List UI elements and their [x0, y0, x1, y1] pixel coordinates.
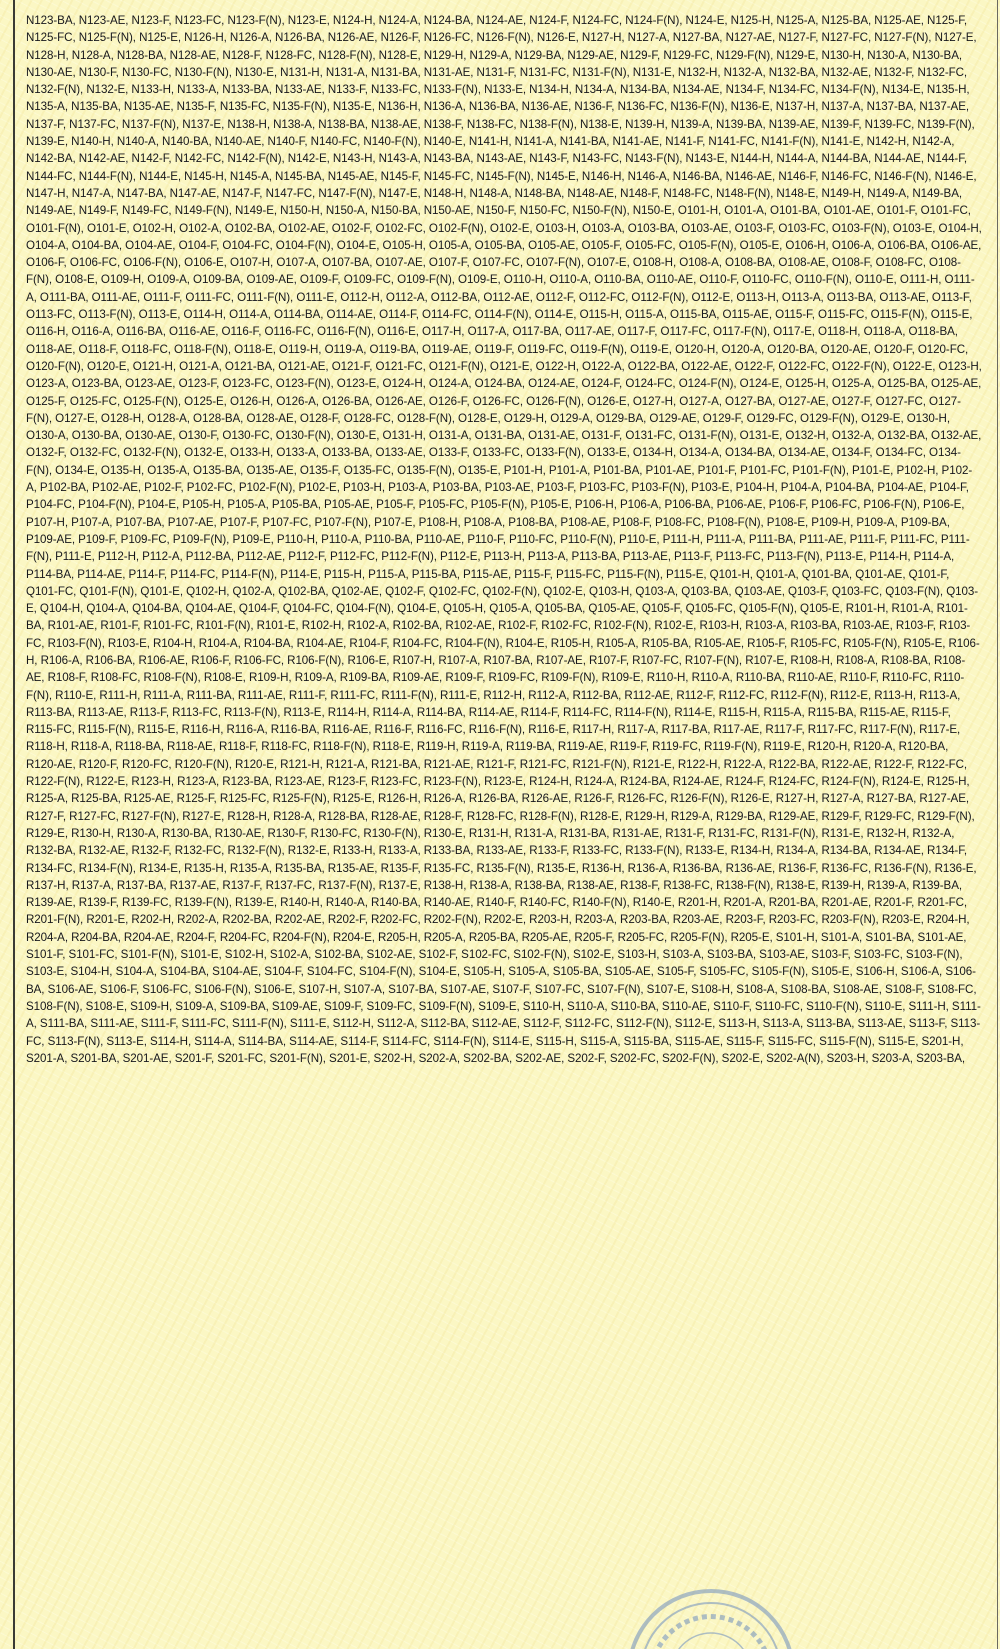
- seal-arc-lettering: [655, 1617, 767, 1649]
- seal-center-ring: [671, 1633, 751, 1649]
- seal-outer-ring: [629, 1591, 793, 1649]
- document-sheet: [13, 0, 998, 1649]
- official-seal-icon: [623, 1585, 799, 1649]
- seal-inner-ring: [641, 1603, 781, 1649]
- code-list-text: N123-BA, N123-AE, N123-F, N123-FC, N123-F(N), N123-E, N124-H, N124-A, N124-BA, N124-AE, N124-F, N124-FC, N124-F(N), N124-E, N125-H, N125-A, N125-BA, N125-AE, N125-F, N125-FC, N125-F(N), N125-E, N126-H, N126-A, N126-BA, N126-AE, N126-F, N126-FC, N126-F(N), N126-E, N127-H, N127-A, N127-BA, N127-AE, N127-F, N127-FC, N127-F(N), N127-E, N128-H, N128-A, N128-BA, N128-AE, N128-F, N128-FC, N128-F(N), N128-E, N129-H, N129-A, N129-BA, N129-AE, N129-F, N129-FC, N129-F(N), N129-E, N130-H, N130-A, N130-BA, N130-AE, N130-F, N130-FC, N130-F(N), N130-E, N131-H, N131-A, N131-BA, N131-AE, N131-F, N131-FC, N131-F(N), N131-E, N132-H, N132-A, N132-BA, N132-AE, N132-F, N132-FC, N132-F(N), N132-E, N133-H, N133-A, N133-BA, N133-AE, N133-F, N133-FC, N133-F(N), N133-E, N134-H, N134-A, N134-BA, N134-AE, N134-F, N134-FC, N134-F(N), N134-E, N135-H, N135-A, N135-BA, N135-AE, N135-F, N135-FC, N135-F(N), N135-E, N136-H, N136-A, N136-BA, N136-AE, N136-F, N136-FC, N136-F(N), N136-E, N137-H, N137-A, N137-BA, N137-AE, N137-F, N137-FC, N137-F(N), N137-E, N138-H, N138-A, N138-BA, N138-AE, N138-F, N138-FC, N138-F(N), N138-E, N139-H, N139-A, N139-BA, N139-AE, N139-F, N139-FC, N139-F(N), N139-E, N140-H, N140-A, N140-BA, N140-AE, N140-F, N140-FC, N140-F(N), N140-E, N141-H, N141-A, N141-BA, N141-AE, N141-F, N141-FC, N141-F(N), N141-E, N142-H, N142-A, N142-BA, N142-AE, N142-F, N142-FC, N142-F(N), N142-E, N143-H, N143-A, N143-BA, N143-AE, N143-F, N143-FC, N143-F(N), N143-E, N144-H, N144-A, N144-BA, N144-AE, N144-F, N144-FC, N144-F(N), N144-E, N145-H, N145-A, N145-BA, N145-AE, N145-F, N145-FC, N145-F(N), N145-E, N146-H, N146-A, N146-BA, N146-AE, N146-F, N146-FC, N146-F(N), N146-E, N147-H, N147-A, N147-BA, N147-AE, N147-F, N147-FC, N147-F(N), N147-E, N148-H, N148-A, N148-BA, N148-AE, N148-F, N148-FC, N148-F(N), N148-E, N149-H, N149-A, N149-BA, N149-AE, N149-F, N149-FC, N149-F(N), N149-E, N150-H, N150-A, N150-BA, N150-AE, N150-F, N150-FC, N150-F(N), N150-E, O101-H, O101-A, O101-BA, O101-AE, O101-F, O101-FC, O101-F(N), O101-E, O102-H, O102-A, O102-BA, O102-AE, O102-F, O102-FC, O102-F(N), O102-E, O103-H, O103-A, O103-BA, O103-AE, O103-F, O103-FC, O103-F(N), O103-E, O104-H, O104-A, O104-BA, O104-AE, O104-F, O104-FC, O104-F(N), O104-E, O105-H, O105-A, O105-BA, O105-AE, O105-F, O105-FC, O105-F(N), O105-E, O106-H, O106-A, O106-BA, O106-AE, O106-F, O106-FC, O106-F(N), O106-E, O107-H, O107-A, O107-BA, O107-AE, O107-F, O107-FC, O107-F(N), O107-E, O108-H, O108-A, O108-BA, O108-AE, O108-F, O108-FC, O108-F(N), O108-E, O109-H, O109-A, O109-BA, O109-AE, O109-F, O109-FC, O109-F(N), O109-E, O110-H, O110-A, O110-BA, O110-AE, O110-F, O110-FC, O110-F(N), O110-E, O111-H, O111-A, O111-BA, O111-AE, O111-F, O111-FC, O111-F(N), O111-E, O112-H, O112-A, O112-BA, O112-AE, O112-F, O112-FC, O112-F(N), O112-E, O113-H, O113-A, O113-BA, O113-AE, O113-F, O113-FC, O113-F(N), O113-E, O114-H, O114-A, O114-BA, O114-AE, O114-F, O114-FC, O114-F(N), O114-E, O115-H, O115-A, O115-BA, O115-AE, O115-F, O115-FC, O115-F(N), O115-E, O116-H, O116-A, O116-BA, O116-AE, O116-F, O116-FC, O116-F(N), O116-E, O117-H, O117-A, O117-BA, O117-AE, O117-F, O117-FC, O117-F(N), O117-E, O118-H, O118-A, O118-BA, O118-AE, O118-F, O118-FC, O118-F(N), O118-E, O119-H, O119-A, O119-BA, O119-AE, O119-F, O119-FC, O119-F(N), O119-E, O120-H, O120-A, O120-BA, O120-AE, O120-F, O120-FC, O120-F(N), O120-E, O121-H, O121-A, O121-BA, O121-AE, O121-F, O121-FC, O121-F(N), O121-E, O122-H, O122-A, O122-BA, O122-AE, O122-F, O122-FC, O122-F(N), O122-E, O123-H, O123-A, O123-BA, O123-AE, O123-F, O123-FC, O123-F(N), O123-E, O124-H, O124-A, O124-BA, O124-AE, O124-F, O124-FC, O124-F(N), O124-E, O125-H, O125-A, O125-BA, O125-AE, O125-F, O125-FC, O125-F(N), O125-E, O126-H, O126-A, O126-BA, O126-AE, O126-F, O126-FC, O126-F(N), O126-E, O127-H, O127-A, O127-BA, O127-AE, O127-F, O127-FC, O127-F(N), O127-E, O128-H, O128-A, O128-BA, O128-AE, O128-F, O128-FC, O128-F(N), O128-E, O129-H, O129-A, O129-BA, O129-AE, O129-F, O129-FC, O129-F(N), O129-E, O130-H, O130-A, O130-BA, O130-AE, O130-F, O130-FC, O130-F(N), O130-E, O131-H, O131-A, O131-BA, O131-AE, O131-F, O131-FC, O131-F(N), O131-E, O132-H, O132-A, O132-BA, O132-AE, O132-F, O132-FC, O132-F(N), O132-E, O133-H, O133-A, O133-BA, O133-AE, O133-F, O133-FC, O133-F(N), O133-E, O134-H, O134-A, O134-BA, O134-AE, O134-F, O134-FC, O134-F(N), O134-E, O135-H, O135-A, O135-BA, O135-AE, O135-F, O135-FC, O135-F(N), O135-E, P101-H, P101-A, P101-BA, P101-AE, P101-F, P101-FC, P101-F(N), P101-E, P102-H, P102-A, P102-BA, P102-AE, P102-F, P102-FC, P102-F(N), P102-E, P103-H, P103-A, P103-BA, P103-AE, P103-F, P103-FC, P103-F(N), P103-E, P104-H, P104-A, P104-BA, P104-AE, P104-F, P104-FC, P104-F(N), P104-E, P105-H, P105-A, P105-BA, P105-AE, P105-F, P105-FC, P105-F(N), P105-E, P106-H, P106-A, P106-BA, P106-AE, P106-F, P106-FC, P106-F(N), P106-E, P107-H, P107-A, P107-BA, P107-AE, P107-F, P107-FC, P107-F(N), P107-E, P108-H, P108-A, P108-BA, P108-AE, P108-F, P108-FC, P108-F(N), P108-E, P109-H, P109-A, P109-BA, P109-AE, P109-F, P109-FC, P109-F(N), P109-E, P110-H, P110-A, P110-BA, P110-AE, P110-F, P110-FC, P110-F(N), P110-E, P111-H, P111-A, P111-BA, P111-AE, P111-F, P111-FC, P111-F(N), P111-E, P112-H, P112-A, P112-BA, P112-AE, P112-F, P112-FC, P112-F(N), P112-E, P113-H, P113-A, P113-BA, P113-AE, P113-F, P113-FC, P113-F(N), P113-E, P114-H, P114-A, P114-BA, P114-AE, P114-F, P114-FC, P114-F(N), P114-E, P115-H, P115-A, P115-BA, P115-AE, P115-F, P115-FC, P115-F(N), P115-E, Q101-H, Q101-A, Q101-BA, Q101-AE, Q101-F, Q101-FC, Q101-F(N), Q101-E, Q102-H, Q102-A, Q102-BA, Q102-AE, Q102-F, Q102-FC, Q102-F(N), Q102-E, Q103-H, Q103-A, Q103-BA, Q103-AE, Q103-F, Q103-FC, Q103-F(N), Q103-E, Q104-H, Q104-A, Q104-BA, Q104-AE, Q104-F, Q104-FC, Q104-F(N), Q104-E, Q105-H, Q105-A, Q105-BA, Q105-AE, Q105-F, Q105-FC, Q105-F(N), Q105-E, R101-H, R101-A, R101-BA, R101-AE, R101-F, R101-FC, R101-F(N), R101-E, R102-H, R102-A, R102-BA, R102-AE, R102-F, R102-FC, R102-F(N), R102-E, R103-H, R103-A, R103-BA, R103-AE, R103-F, R103-FC, R103-F(N), R103-E, R104-H, R104-A, R104-BA, R104-AE, R104-F, R104-FC, R104-F(N), R104-E, R105-H, R105-A, R105-BA, R105-AE, R105-F, R105-FC, R105-F(N), R105-E, R106-H, R106-A, R106-BA, R106-AE, R106-F, R106-FC, R106-F(N), R106-E, R107-H, R107-A, R107-BA, R107-AE, R107-F, R107-FC, R107-F(N), R107-E, R108-H, R108-A, R108-BA, R108-AE, R108-F, R108-FC, R108-F(N), R108-E, R109-H, R109-A, R109-BA, R109-AE, R109-F, R109-FC, R109-F(N), R109-E, R110-H, R110-A, R110-BA, R110-AE, R110-F, R110-FC, R110-F(N), R110-E, R111-H, R111-A, R111-BA, R111-AE, R111-F, R111-FC, R111-F(N), R111-E, R112-H, R112-A, R112-BA, R112-AE, R112-F, R112-FC, R112-F(N), R112-E, R113-H, R113-A, R113-BA, R113-AE, R113-F, R113-FC, R113-F(N), R113-E, R114-H, R114-A, R114-BA, R114-AE, R114-F, R114-FC, R114-F(N), R114-E, R115-H, R115-A, R115-BA, R115-AE, R115-F, R115-FC, R115-F(N), R115-E, R116-H, R116-A, R116-BA, R116-AE, R116-F, R116-FC, R116-F(N), R116-E, R117-H, R117-A, R117-BA, R117-AE, R117-F, R117-FC, R117-F(N), R117-E, R118-H, R118-A, R118-BA, R118-AE, R118-F, R118-FC, R118-F(N), R118-E, R119-H, R119-A, R119-BA, R119-AE, R119-F, R119-FC, R119-F(N), R119-E, R120-H, R120-A, R120-BA, R120-AE, R120-F, R120-FC, R120-F(N), R120-E, R121-H, R121-A, R121-BA, R121-AE, R121-F, R121-FC, R121-F(N), R121-E, R122-H, R122-A, R122-BA, R122-AE, R122-F, R122-FC, R122-F(N), R122-E, R123-H, R123-A, R123-BA, R123-AE, R123-F, R123-FC, R123-F(N), R123-E, R124-H, R124-A, R124-BA, R124-AE, R124-F, R124-FC, R124-F(N), R124-E, R125-H, R125-A, R125-BA, R125-AE, R125-F, R125-FC, R125-F(N), R125-E, R126-H, R126-A, R126-BA, R126-AE, R126-F, R126-FC, R126-F(N), R126-E, R127-H, R127-A, R127-BA, R127-AE, R127-F, R127-FC, R127-F(N), R127-E, R128-H, R128-A, R128-BA, R128-AE, R128-F, R128-FC, R128-F(N), R128-E, R129-H, R129-A, R129-BA, R129-AE, R129-F, R129-FC, R129-F(N), R129-E, R130-H, R130-A, R130-BA, R130-AE, R130-F, R130-FC, R130-F(N), R130-E, R131-H, R131-A, R131-BA, R131-AE, R131-F, R131-FC, R131-F(N), R131-E, R132-H, R132-A, R132-BA, R132-AE, R132-F, R132-FC, R132-F(N), R132-E, R133-H, R133-A, R133-BA, R133-AE, R133-F, R133-FC, R133-F(N), R133-E, R134-H, R134-A, R134-BA, R134-AE, R134-F, R134-FC, R134-F(N), R134-E, R135-H, R135-A, R135-BA, R135-AE, R135-F, R135-FC, R135-F(N), R135-E, R136-H, R136-A, R136-BA, R136-AE, R136-F, R136-FC, R136-F(N), R136-E, R137-H, R137-A, R137-BA, R137-AE, R137-F, R137-FC, R137-F(N), R137-E, R138-H, R138-A, R138-BA, R138-AE, R138-F, R138-FC, R138-F(N), R138-E, R139-H, R139-A, R139-BA, R139-AE, R139-F, R139-FC, R139-F(N), R139-E, R140-H, R140-A, R140-BA, R140-AE, R140-F, R140-FC, R140-F(N), R140-E, R201-H, R201-A, R201-BA, R201-AE, R201-F, R201-FC, R201-F(N), R201-E, R202-H, R202-A, R202-BA, R202-AE, R202-F, R202-FC, R202-F(N), R202-E, R203-H, R203-A, R203-BA, R203-AE, R203-F, R203-FC, R203-F(N), R203-E, R204-H, R204-A, R204-BA, R204-AE, R204-F, R204-FC, R204-F(N), R204-E, R205-H, R205-A, R205-BA, R205-AE, R205-F, R205-FC, R205-F(N), R205-E, S101-H, S101-A, S101-BA, S101-AE, S101-F, S101-FC, S101-F(N), S101-E, S102-H, S102-A, S102-BA, S102-AE, S102-F, S102-FC, S102-F(N), S102-E, S103-H, S103-A, S103-BA, S103-AE, S103-F, S103-FC, S103-F(N), S103-E, S104-H, S104-A, S104-BA, S104-AE, S104-F, S104-FC, S104-F(N), S104-E, S105-H, S105-A, S105-BA, S105-AE, S105-F, S105-FC, S105-F(N), S105-E, S106-H, S106-A, S106-BA, S106-AE, S106-F, S106-FC, S106-F(N), S106-E, S107-H, S107-A, S107-BA, S107-AE, S107-F, S107-FC, S107-F(N), S107-E, S108-H, S108-A, S108-BA, S108-AE, S108-F, S108-FC, S108-F(N), S108-E, S109-H, S109-A, S109-BA, S109-AE, S109-F, S109-FC, S109-F(N), S109-E, S110-H, S110-A, S110-BA, S110-AE, S110-F, S110-FC, S110-F(N), S110-E, S111-H, S111-A, S111-BA, S111-AE, S111-F, S111-FC, S111-F(N), S111-E, S112-H, S112-A, S112-BA, S112-AE, S112-F, S112-FC, S112-F(N), S112-E, S113-H, S113-A, S113-BA, S113-AE, S113-F, S113-FC, S113-F(N), S113-E, S114-H, S114-A, S114-BA, S114-AE, S114-F, S114-FC, S114-F(N), S114-E, S115-H, S115-A, S115-BA, S115-AE, S115-F, S115-FC, S115-F(N), S115-E, S201-H, S201-A, S201-BA, S201-AE, S201-F, S201-FC, S201-F(N), S201-E, S202-H, S202-A, S202-BA, S202-AE, S202-F, S202-FC, S202-F(N), S202-E, S202-A(N), S203-H, S203-A, S203-BA,: [26, 14, 982, 1065]
